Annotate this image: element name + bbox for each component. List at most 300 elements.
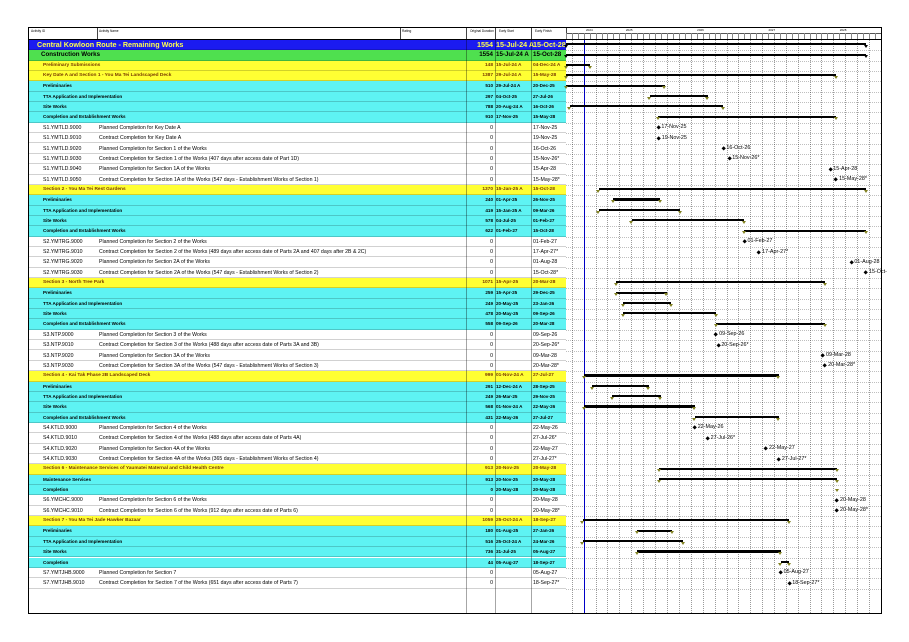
early-finish: 20-May-28 xyxy=(533,497,558,504)
summary-bar[interactable] xyxy=(658,116,836,118)
milestone-diamond[interactable] xyxy=(764,446,769,451)
col-early-finish[interactable]: Early Finish xyxy=(535,29,552,33)
early-finish: 27-Jul-27 xyxy=(533,373,554,379)
chart-row-line xyxy=(566,123,881,124)
early-finish: 22-May-26 xyxy=(533,424,558,431)
original-duration: 297 xyxy=(485,93,493,99)
month-tick xyxy=(738,33,739,39)
milestone-diamond[interactable] xyxy=(864,270,869,275)
chart-row-line xyxy=(566,237,881,238)
early-finish: 05-Aug-27 xyxy=(533,569,558,576)
wbs-group-row[interactable] xyxy=(29,558,566,568)
early-start: 20-May-25 xyxy=(496,300,519,306)
group-name: Preliminaries xyxy=(43,83,72,89)
wbs-group-row[interactable] xyxy=(29,71,566,81)
milestone-diamond[interactable] xyxy=(656,126,661,131)
early-finish: 15-Oct-28 xyxy=(533,186,555,192)
summary-bar[interactable] xyxy=(583,540,684,542)
group-name: Preliminaries xyxy=(43,197,72,203)
milestone-diamond[interactable] xyxy=(656,136,661,141)
group-name: Section 3 - North Tree Park xyxy=(43,280,105,286)
original-duration: 0 xyxy=(490,135,493,142)
activity-row[interactable] xyxy=(29,495,566,505)
original-duration: 0 xyxy=(490,362,493,369)
month-tick xyxy=(584,33,585,39)
bar-end-marker xyxy=(714,324,718,327)
activity-row[interactable] xyxy=(29,257,566,267)
gantt-chart-area xyxy=(566,40,887,613)
activity-name: Planned Completion for Section 4A of the Works xyxy=(99,445,210,452)
col-activity-name[interactable]: Activity Name xyxy=(99,29,119,33)
wbs-group-row[interactable] xyxy=(29,475,566,485)
early-start: 15-Jan-25 A xyxy=(496,207,522,213)
month-tick xyxy=(590,33,591,39)
group-name: Preliminaries xyxy=(43,290,72,296)
milestone-diamond[interactable] xyxy=(787,581,792,586)
chart-row-line xyxy=(566,206,881,207)
activity-row[interactable] xyxy=(29,351,566,361)
wbs-group-row[interactable] xyxy=(29,102,566,112)
summary-bar[interactable] xyxy=(632,219,745,221)
activity-row[interactable] xyxy=(29,154,566,164)
month-tick xyxy=(875,33,876,39)
group-name: Section 7 - You Ma Tei Jade Hawker Bazaar xyxy=(43,518,141,524)
bar-end-marker xyxy=(714,314,718,317)
wbs-group-row[interactable] xyxy=(29,92,566,102)
month-tick xyxy=(631,33,632,39)
group-name: Completion and Establishment Works xyxy=(43,321,126,327)
bar-end-marker xyxy=(692,418,696,421)
milestone-diamond[interactable] xyxy=(823,364,828,369)
chart-row-line xyxy=(566,81,881,82)
early-finish: 20-Mar-28 xyxy=(533,280,556,286)
milestone-diamond[interactable] xyxy=(721,146,726,151)
group-name: Site Works xyxy=(43,104,67,110)
milestone-label: 15-Nov-26* xyxy=(732,155,760,162)
group-name: TTA Application and Implementation xyxy=(43,538,123,544)
month-tick xyxy=(673,33,674,39)
summary-bar[interactable] xyxy=(599,188,866,190)
activity-name: Planned Completion for Section 6 of the Works xyxy=(99,497,207,504)
group-name: Section 6 - Maintenance Services of Yaumatei Maternal and Child Health Centre xyxy=(43,466,224,472)
group-name: Site Works xyxy=(43,311,67,317)
col-original-duration[interactable]: Original Duration xyxy=(470,29,494,33)
early-finish: 18-Sep-27 xyxy=(533,559,555,565)
original-duration: 788 xyxy=(485,104,493,110)
group-name: Key Date A and Section 1 - You Ma Tei Landscaped Deck xyxy=(43,73,172,79)
month-tick xyxy=(744,33,745,39)
milestone-diamond[interactable] xyxy=(727,157,732,162)
original-duration: 0 xyxy=(490,166,493,173)
chart-row-line xyxy=(566,589,881,590)
early-finish: 26-Nov-25 xyxy=(533,197,555,203)
milestone-diamond[interactable] xyxy=(828,167,833,172)
activity-row[interactable] xyxy=(29,237,566,247)
wbs-group-row[interactable] xyxy=(29,464,566,474)
wbs-group-row[interactable] xyxy=(29,206,566,216)
milestone-label: 22-May-26 xyxy=(697,424,724,431)
summary-bar[interactable] xyxy=(583,519,790,521)
milestone-label: 15-Apr-28 xyxy=(833,165,858,172)
bar-end-marker xyxy=(669,304,673,307)
activity-name: Planned Completion for Section 1 of the Works xyxy=(99,145,207,152)
month-tick xyxy=(786,33,787,39)
month-tick xyxy=(810,33,811,39)
activity-row[interactable] xyxy=(29,330,566,340)
original-duration: 913 xyxy=(485,476,493,482)
wbs-group-row[interactable] xyxy=(29,485,566,495)
milestone-label: 05-Aug-27 xyxy=(783,569,809,576)
month-tick xyxy=(578,33,579,39)
original-duration: 622 xyxy=(485,228,493,234)
chart-row-line xyxy=(566,413,881,414)
summary-bar[interactable] xyxy=(616,292,666,294)
wbs-group-row[interactable] xyxy=(29,50,566,60)
group-name: Maintenance Services xyxy=(43,476,92,482)
original-duration: 1071 xyxy=(482,280,493,286)
bar-end-marker xyxy=(621,314,625,317)
month-tick xyxy=(863,33,864,39)
early-start: 26-Mar-25 xyxy=(496,393,518,399)
milestone-diamond[interactable] xyxy=(716,343,721,348)
activity-id: S6.YMCHC.9010 xyxy=(43,507,83,514)
chart-row-line xyxy=(566,288,881,289)
summary-bar[interactable] xyxy=(637,550,781,552)
wbs-group-row[interactable] xyxy=(29,309,566,319)
year-label: 2027 xyxy=(768,28,776,32)
month-tick xyxy=(709,33,710,39)
wbs-group-row[interactable] xyxy=(29,392,566,402)
milestone-diamond[interactable] xyxy=(692,426,697,431)
bar-end-marker xyxy=(662,86,666,89)
milestone-diamond[interactable] xyxy=(757,250,762,255)
summary-bar[interactable] xyxy=(650,95,708,97)
wbs-group-row[interactable] xyxy=(29,526,566,536)
original-duration: 0 xyxy=(490,445,493,452)
bar-end-marker xyxy=(742,221,746,224)
activity-row[interactable] xyxy=(29,578,566,588)
bar-end-marker xyxy=(658,397,662,400)
activity-row[interactable] xyxy=(29,340,566,350)
summary-bar[interactable] xyxy=(566,43,866,45)
bar-end-marker xyxy=(657,480,661,483)
original-duration: 0 xyxy=(490,569,493,576)
activity-row[interactable] xyxy=(29,164,566,174)
wbs-group-row[interactable] xyxy=(29,382,566,392)
bar-end-marker xyxy=(596,211,600,214)
original-duration: 431 xyxy=(485,414,493,420)
activity-id: S1.YMTLD.9010 xyxy=(43,135,82,142)
activity-row[interactable] xyxy=(29,133,566,143)
early-finish: 20-May-28 xyxy=(533,476,556,482)
summary-bar[interactable] xyxy=(612,395,660,397)
wbs-group-row[interactable] xyxy=(29,226,566,236)
original-duration: 0 xyxy=(490,487,493,493)
activity-row[interactable] xyxy=(29,247,566,257)
chart-row-line xyxy=(566,516,881,517)
early-start: 05-Aug-27 xyxy=(496,559,519,565)
milestone-diamond[interactable] xyxy=(849,260,854,265)
chart-row-line xyxy=(566,309,881,310)
chart-row-line xyxy=(566,371,881,372)
bar-end-marker xyxy=(658,200,662,203)
column-divider xyxy=(531,40,532,613)
early-start: 01-Feb-27 xyxy=(496,228,518,234)
milestone-diamond[interactable] xyxy=(821,353,826,358)
bar-end-marker xyxy=(776,418,780,421)
activity-name: Contract Completion for Section 6 of the Works (912 days after access date of Parts 6) xyxy=(99,507,298,514)
wbs-group-row[interactable] xyxy=(29,61,566,71)
early-start: 15-Apr-25 xyxy=(496,280,519,286)
wbs-group-row[interactable] xyxy=(29,216,566,226)
early-finish: 27-Jan-26 xyxy=(533,528,555,534)
activity-row[interactable] xyxy=(29,568,566,578)
chart-row-line xyxy=(566,558,881,559)
chart-row-line xyxy=(566,71,881,72)
summary-bar[interactable] xyxy=(584,374,779,376)
bar-end-marker xyxy=(580,542,584,545)
chart-row-line xyxy=(566,485,881,486)
summary-bar[interactable] xyxy=(623,302,671,304)
month-tick xyxy=(798,33,799,39)
bar-end-marker xyxy=(564,55,568,58)
wbs-group-row[interactable] xyxy=(29,371,566,381)
summary-bar[interactable] xyxy=(744,230,865,232)
summary-bar[interactable] xyxy=(592,385,649,387)
month-tick xyxy=(821,33,822,39)
activity-row[interactable] xyxy=(29,144,566,154)
early-finish: 23-Jan-26 xyxy=(533,300,555,306)
month-tick xyxy=(715,33,716,39)
summary-bar[interactable] xyxy=(566,74,836,76)
summary-bar[interactable] xyxy=(613,198,660,200)
chart-row-line xyxy=(566,402,881,403)
summary-bar[interactable] xyxy=(637,530,672,532)
summary-bar[interactable] xyxy=(566,64,590,66)
group-name: Site Works xyxy=(43,217,67,223)
early-start: 15-Jan-25 A xyxy=(496,186,523,192)
early-finish: 20-May-28 xyxy=(533,487,556,493)
wbs-group-row[interactable] xyxy=(29,299,566,309)
early-finish: 18-Sep-27 xyxy=(533,518,556,524)
bar-end-marker xyxy=(835,469,839,472)
bar-end-marker xyxy=(823,283,827,286)
original-duration: 1370 xyxy=(482,186,493,192)
timeline-months xyxy=(566,33,881,39)
activity-row[interactable] xyxy=(29,423,566,433)
milestone-diamond[interactable] xyxy=(834,177,839,182)
original-duration: 1554 xyxy=(479,51,493,59)
summary-bar[interactable] xyxy=(623,312,716,314)
activity-id: S1.YMTLD.9040 xyxy=(43,166,82,173)
original-duration: 249 xyxy=(485,300,493,306)
bar-end-marker xyxy=(681,542,685,545)
early-start: 22-May-26 xyxy=(496,414,519,420)
col-rating[interactable]: Rating xyxy=(402,29,412,33)
summary-bar[interactable] xyxy=(570,105,724,107)
summary-bar[interactable] xyxy=(584,405,695,407)
bar-end-marker xyxy=(664,293,668,296)
activity-name: Contract Completion for Section 4 of the Works (488 days after access date of Parts 4A) xyxy=(99,435,302,442)
month-tick xyxy=(720,33,721,39)
activity-row[interactable] xyxy=(29,433,566,443)
early-finish: 22-May-27 xyxy=(533,445,558,452)
early-start: 01-Nov-24 A xyxy=(496,373,524,379)
original-duration: 0 xyxy=(490,145,493,152)
bar-end-marker xyxy=(567,107,571,110)
summary-bar[interactable] xyxy=(599,209,681,211)
month-tick xyxy=(607,33,608,39)
activity-name: Contract Completion for Section 3A of the Works (547 days - Establishment Works of Section 3) xyxy=(99,362,319,369)
chart-row-line xyxy=(566,444,881,445)
early-start: 20-May-25 xyxy=(496,311,519,317)
activity-name: Planned Completion for Section 1A of the Works xyxy=(99,166,210,173)
early-finish: 20-Sep-26* xyxy=(533,342,560,349)
original-duration: 259 xyxy=(485,290,493,296)
milestone-diamond[interactable] xyxy=(714,333,719,338)
wbs-group-row[interactable] xyxy=(29,185,566,195)
milestone-diamond[interactable] xyxy=(778,571,783,576)
wbs-group-row[interactable] xyxy=(29,319,566,329)
early-finish: 27-Jul-27 xyxy=(533,414,553,420)
original-duration: 516 xyxy=(485,538,493,544)
chart-row-line xyxy=(566,278,881,279)
chart-row-line xyxy=(566,526,881,527)
group-name: Completion and Establishment Works xyxy=(43,414,126,420)
early-finish: 20-May-28* xyxy=(533,507,560,514)
original-duration: 0 xyxy=(490,435,493,442)
col-activity-id[interactable]: Activity ID xyxy=(31,29,46,33)
month-tick xyxy=(827,33,828,39)
summary-bar[interactable] xyxy=(659,478,837,480)
wbs-group-row[interactable] xyxy=(29,516,566,526)
activity-name: Contract Completion for Section 2A of the Works (547 days - Establishment Works of Section 2) xyxy=(99,269,319,276)
chart-row-line xyxy=(566,423,881,424)
milestone-label: 17-Nov-25 xyxy=(661,124,687,131)
original-duration: 736 xyxy=(485,549,493,555)
bar-end-marker xyxy=(596,190,600,193)
bar-end-marker xyxy=(582,376,586,379)
month-tick xyxy=(625,33,626,39)
bar-end-marker xyxy=(614,283,618,286)
bar-end-marker xyxy=(635,552,639,555)
chart-row-line xyxy=(566,506,881,507)
month-tick xyxy=(667,33,668,39)
early-finish: 19-Nov-25 xyxy=(533,135,558,142)
wbs-group-row[interactable] xyxy=(29,547,566,557)
activity-row[interactable] xyxy=(29,268,566,278)
activity-id: S1.YMTLD.9050 xyxy=(43,176,82,183)
milestone-label: 20-Mar-28* xyxy=(828,362,856,369)
activity-row[interactable] xyxy=(29,444,566,454)
bar-end-marker xyxy=(834,76,838,79)
bar-end-marker xyxy=(657,469,661,472)
chart-row-line xyxy=(566,226,881,227)
chart-row-line xyxy=(566,257,881,258)
wbs-group-row[interactable] xyxy=(29,413,566,423)
bar-end-marker xyxy=(621,304,625,307)
activity-name: Planned Completion for Section 4 of the Works xyxy=(99,424,207,431)
early-finish: 20-Mar-28* xyxy=(533,362,559,369)
month-tick xyxy=(857,33,858,39)
wbs-group-row[interactable] xyxy=(29,288,566,298)
original-duration: 0 xyxy=(490,456,493,462)
group-name: Completion and Establishment Works xyxy=(43,228,126,234)
wbs-group-row[interactable] xyxy=(29,81,566,91)
chart-row-line xyxy=(566,247,881,248)
col-early-start[interactable]: Early Start xyxy=(499,29,514,33)
wbs-group-row[interactable] xyxy=(29,278,566,288)
early-finish: 09-Sep-26 xyxy=(533,331,558,338)
activity-id: S2.YMTRG.9000 xyxy=(43,238,83,245)
milestone-diamond[interactable] xyxy=(835,509,840,514)
chart-row-line xyxy=(566,547,881,548)
early-finish: 16-Oct-26 xyxy=(533,145,557,152)
group-name: Central Kowloon Route - Remaining Works xyxy=(37,40,184,49)
summary-bar[interactable] xyxy=(659,468,837,470)
wbs-group-row[interactable] xyxy=(29,195,566,205)
summary-bar[interactable] xyxy=(716,323,825,325)
bar-end-marker xyxy=(705,97,709,100)
bar-end-marker xyxy=(742,231,746,234)
activity-row[interactable] xyxy=(29,175,566,185)
month-tick xyxy=(756,33,757,39)
activity-name: Planned Completion for Section 3A of the Works xyxy=(99,352,210,359)
header-divider xyxy=(97,28,98,39)
milestone-diamond[interactable] xyxy=(776,457,781,462)
wbs-group-row[interactable] xyxy=(29,537,566,547)
group-name: Site Works xyxy=(43,549,67,555)
milestone-label: 20-May-28 xyxy=(840,496,866,503)
original-duration: 148 xyxy=(484,62,493,68)
summary-bar[interactable] xyxy=(695,416,779,418)
group-name: Construction Works xyxy=(41,51,101,59)
month-tick xyxy=(643,33,644,39)
month-tick xyxy=(804,33,805,39)
wbs-group-row[interactable] xyxy=(29,112,566,122)
chart-row-line xyxy=(566,195,881,196)
month-tick xyxy=(732,33,733,39)
chart-row-line xyxy=(566,392,881,393)
bar-end-marker xyxy=(721,107,725,110)
group-name: Preliminaries xyxy=(43,383,72,389)
month-tick xyxy=(596,33,597,39)
bar-end-marker xyxy=(776,376,780,379)
original-duration: 0 xyxy=(490,580,493,587)
group-name: TTA Application and Implementation xyxy=(43,393,123,399)
original-duration: 910 xyxy=(485,114,493,120)
chart-row-line xyxy=(566,382,881,383)
wbs-group-row[interactable] xyxy=(29,402,566,412)
milestone-diamond[interactable] xyxy=(835,498,840,503)
wbs-group-row[interactable] xyxy=(29,40,566,50)
summary-bar[interactable] xyxy=(616,281,825,283)
bar-end-marker xyxy=(564,45,568,48)
activity-name: Contract Completion for Section 7 of the Works (651 days after access date of Parts 7) xyxy=(99,580,298,587)
milestone-diamond[interactable] xyxy=(705,436,710,441)
early-finish: 27-Jul-27* xyxy=(533,456,557,462)
summary-bar[interactable] xyxy=(566,54,866,56)
activity-row[interactable] xyxy=(29,454,566,464)
activity-row[interactable] xyxy=(29,123,566,133)
summary-bar[interactable] xyxy=(566,85,665,87)
early-finish: 27-Jul-26* xyxy=(533,435,557,442)
activity-row[interactable] xyxy=(29,361,566,371)
year-label: 2024 xyxy=(586,28,593,32)
milestone-diamond[interactable] xyxy=(742,239,747,244)
original-duration: 0 xyxy=(490,259,493,266)
activity-row[interactable] xyxy=(29,506,566,516)
